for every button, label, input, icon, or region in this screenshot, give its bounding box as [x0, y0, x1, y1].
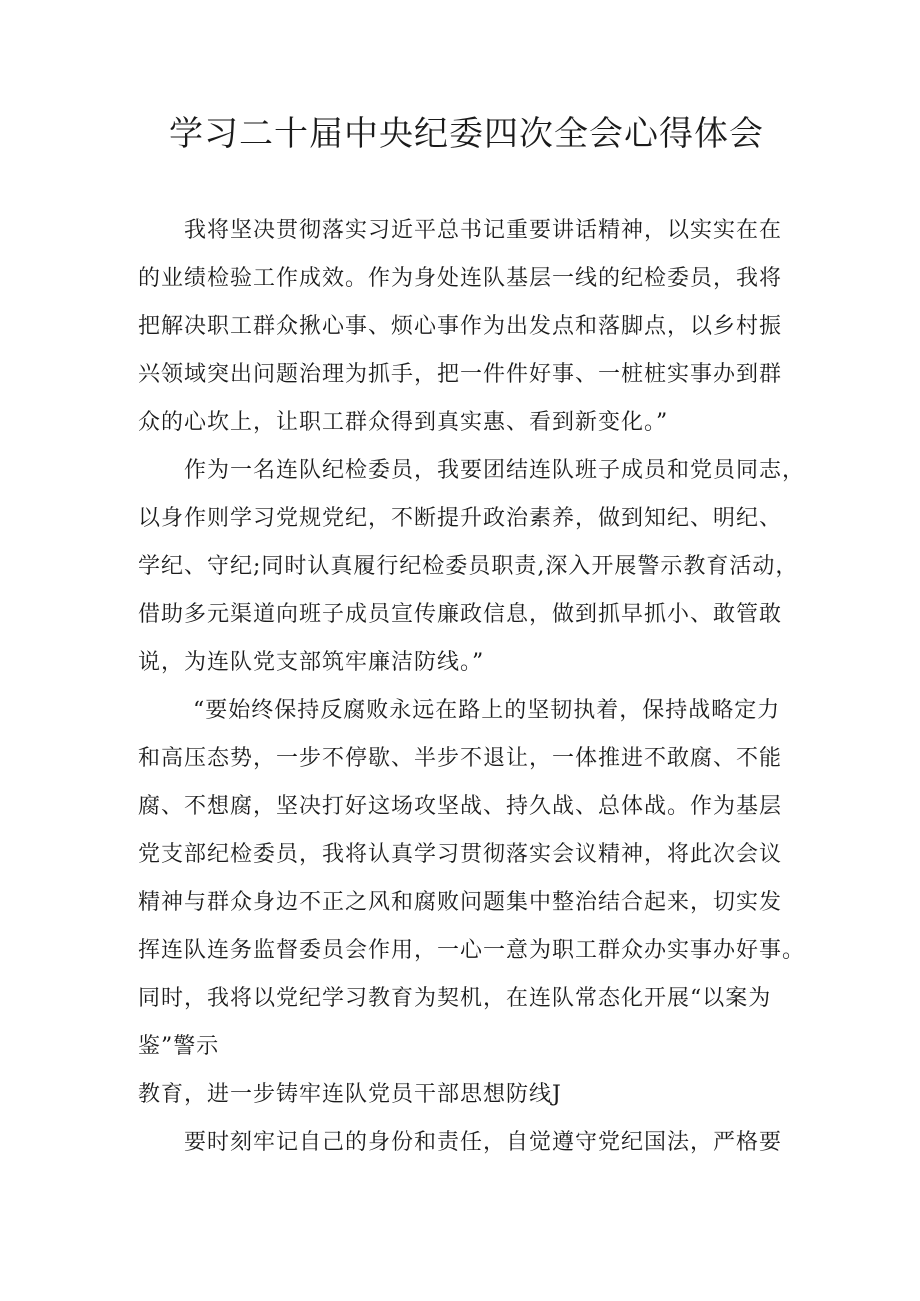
text-line: 挥连队连务监督委员会作用，一心一意为职工群众办实事办好事。: [138, 938, 806, 963]
text-line: 作为一名连队纪检委员，我要团结连队班子成员和党员同志，: [184, 458, 806, 483]
text-line: 要时刻牢记自己的身份和责任，自觉遵守党纪国法，严格要: [184, 1130, 783, 1155]
text-line: 鉴”警示: [138, 1034, 220, 1059]
text-line: 说，为连队党支部筑牢廉洁防线。”: [138, 650, 485, 675]
text-line: 把解决职工群众揪心事、烦心事作为出发点和落脚点，以乡村振: [138, 314, 783, 339]
text-line: 精神与群众身边不正之风和腐败问题集中整治结合起来，切实发: [138, 890, 783, 915]
text-line: 以身作则学习党规党纪，不断提升政治素养，做到知纪、明纪、: [138, 506, 783, 531]
text-line: 学纪、守纪;同时认真履行纪检委员职责,深入开展警示教育活动，: [138, 554, 799, 579]
text-line: 同时，我将以党纪学习教育为契机，在连队常态化开展“以案为: [138, 986, 772, 1011]
text-line: 众的心坎上，让职工群众得到真实惠、看到新变化。”: [138, 410, 669, 435]
text-line: “要始终保持反腐败永远在路上的坚韧执着，保持战略定力: [193, 698, 781, 723]
text-line: 党支部纪检委员，我将认真学习贯彻落实会议精神，将此次会议: [138, 842, 783, 867]
text-line: 和高压态势，一步不停歇、半步不退让，一体推进不敢腐、不能: [138, 746, 783, 771]
text-line: 的业绩检验工作成效。作为身处连队基层一线的纪检委员，我将: [138, 266, 783, 291]
text-line: 借助多元渠道向班子成员宣传廉政信息，做到抓早抓小、敢管敢: [138, 602, 783, 627]
document-title: 学习二十届中央纪委四次全会心得体会: [169, 114, 764, 154]
text-line: 腐、不想腐，坚决打好这场攻坚战、持久战、总体战。作为基层: [138, 794, 783, 819]
document-body: [138, 207, 806, 1167]
text-line: 我将坚决贯彻落实习近平总书记重要讲话精神，以实实在在: [184, 218, 783, 243]
text-line: 兴领域突出问题治理为抓手，把一件件好事、一桩桩实事办到群: [138, 362, 783, 387]
text-line: 教育，进一步铸牢连队党员干部思想防线J: [138, 1082, 562, 1107]
